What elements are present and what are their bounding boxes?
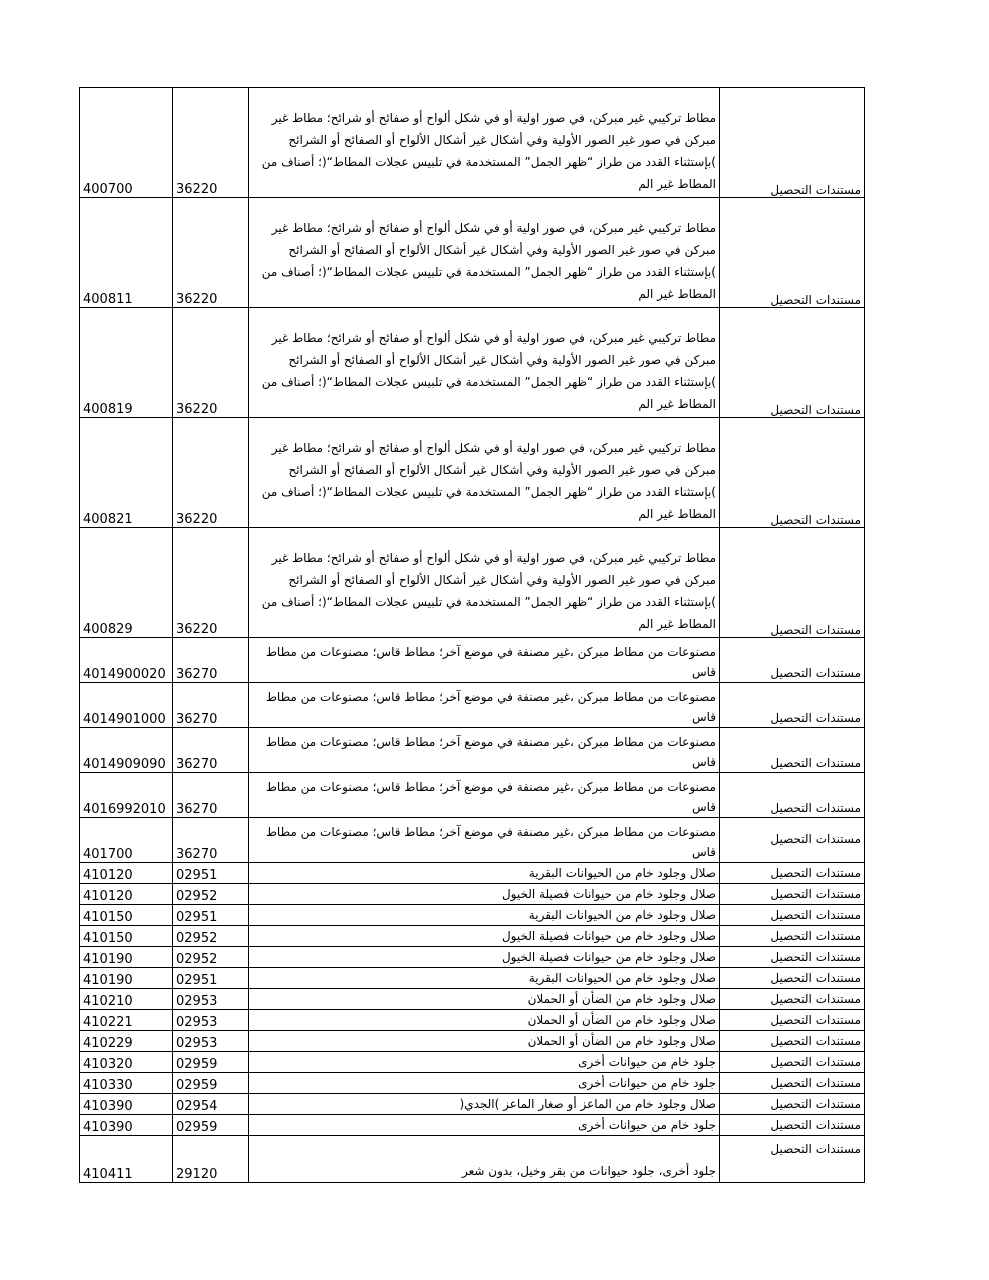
description-cell: صلال وجلود خام من الماعز أو صغار الماعز )الجدي( — [249, 1094, 720, 1115]
table-row — [80, 1073, 865, 1094]
hs-code-cell: 410150 — [80, 905, 173, 926]
description-cell: مطاط تركيبي غير مبركن، في صور اولية أو في شكل ألواح أو صفائح أو شرائح؛ مطاط غير مبركن في صور غير الصور الأولية وفي أشكال غير أشكال الألواح أو الصفائح أو الشرائح )بإستثناء القدد من طراز “ظهر الجمل” المستخدمة في تلبيس عجلات المطاط“(؛ أصناف من المطاط غير الم — [249, 418, 720, 528]
cpc-code-cell: 02951 — [173, 905, 249, 926]
category-cell: مستندات التحصيل — [720, 884, 865, 905]
category-cell: مستندات التحصيل — [720, 863, 865, 884]
category-cell: مستندات التحصيل — [720, 638, 865, 683]
description-cell: صلال وجلود خام من الضأن أو الحملان — [249, 1010, 720, 1031]
description-cell: مطاط تركيبي غير مبركن، في صور اولية أو في شكل ألواح أو صفائح أو شرائح؛ مطاط غير مبركن في صور غير الصور الأولية وفي أشكال غير أشكال الألواح أو الصفائح أو الشرائح )بإستثناء القدد من طراز “ظهر الجمل” المستخدمة في تلبيس عجلات المطاط“(؛ أصناف من المطاط غير الم — [249, 528, 720, 638]
category-cell: مستندات التحصيل — [720, 926, 865, 947]
category-cell: مستندات التحصيل — [720, 1073, 865, 1094]
table-row — [80, 728, 865, 773]
hs-code-cell: 400811 — [80, 198, 173, 308]
hs-code-cell: 4014901000 — [80, 683, 173, 728]
category-cell: مستندات التحصيل — [720, 1010, 865, 1031]
description-cell: جلود أخرى، جلود حيوانات من بقر وخيل، بدون شعر — [249, 1136, 720, 1183]
description-cell: جلود خام من حيوانات أخرى — [249, 1115, 720, 1136]
cpc-code-cell: 02959 — [173, 1115, 249, 1136]
hs-code-cell: 410210 — [80, 989, 173, 1010]
hs-code-cell: 410190 — [80, 947, 173, 968]
hs-code-cell: 4014909090 — [80, 728, 173, 773]
cpc-code-cell: 02959 — [173, 1073, 249, 1094]
cpc-code-cell: 36270 — [173, 683, 249, 728]
table-row — [80, 308, 865, 418]
table-row — [80, 1010, 865, 1031]
tariff-table — [79, 87, 865, 1183]
cpc-code-cell: 36270 — [173, 638, 249, 683]
description-cell: صلال وجلود خام من الحيوانات البقرية — [249, 863, 720, 884]
cpc-code-cell: 36220 — [173, 88, 249, 198]
table-row — [80, 863, 865, 884]
category-cell: مستندات التحصيل — [720, 418, 865, 528]
cpc-code-cell: 02953 — [173, 1031, 249, 1052]
table-row — [80, 905, 865, 926]
table-row — [80, 818, 865, 863]
description-cell: مصنوعات من مطاط مبركن ،غير مصنفة في موضع آخر؛ مطاط قاس؛ مصنوعات من مطاط قاس — [249, 728, 720, 773]
category-cell: مستندات التحصيل — [720, 1031, 865, 1052]
category-cell: مستندات التحصيل — [720, 308, 865, 418]
cpc-code-cell: 36270 — [173, 773, 249, 818]
hs-code-cell: 410190 — [80, 968, 173, 989]
cpc-code-cell: 02952 — [173, 884, 249, 905]
table-row — [80, 638, 865, 683]
description-cell: مصنوعات من مطاط مبركن ،غير مصنفة في موضع آخر؛ مطاط قاس؛ مصنوعات من مطاط قاس — [249, 638, 720, 683]
cpc-code-cell: 02952 — [173, 926, 249, 947]
table-row — [80, 683, 865, 728]
hs-code-cell: 400819 — [80, 308, 173, 418]
table-row — [80, 947, 865, 968]
hs-code-cell: 401700 — [80, 818, 173, 863]
description-cell: صلال وجلود خام من حيوانات فصيلة الخيول — [249, 947, 720, 968]
hs-code-cell: 410120 — [80, 884, 173, 905]
table-row — [80, 1136, 865, 1183]
description-cell: مصنوعات من مطاط مبركن ،غير مصنفة في موضع آخر؛ مطاط قاس؛ مصنوعات من مطاط قاس — [249, 683, 720, 728]
hs-code-cell: 410229 — [80, 1031, 173, 1052]
description-cell: جلود خام من حيوانات أخرى — [249, 1073, 720, 1094]
description-cell: مطاط تركيبي غير مبركن، في صور اولية أو في شكل ألواح أو صفائح أو شرائح؛ مطاط غير مبركن في صور غير الصور الأولية وفي أشكال غير أشكال الألواح أو الصفائح أو الشرائح )بإستثناء القدد من طراز “ظهر الجمل” المستخدمة في تلبيس عجلات المطاط“(؛ أصناف من المطاط غير الم — [249, 88, 720, 198]
description-cell: صلال وجلود خام من حيوانات فصيلة الخيول — [249, 884, 720, 905]
description-cell: صلال وجلود خام من الحيوانات البقرية — [249, 905, 720, 926]
category-cell: مستندات التحصيل — [720, 773, 865, 818]
category-cell: مستندات التحصيل — [720, 528, 865, 638]
cpc-code-cell: 02951 — [173, 968, 249, 989]
hs-code-cell: 410330 — [80, 1073, 173, 1094]
category-cell: مستندات التحصيل — [720, 1094, 865, 1115]
hs-code-cell: 4016992010 — [80, 773, 173, 818]
cpc-code-cell: 02951 — [173, 863, 249, 884]
category-cell: مستندات التحصيل — [720, 818, 865, 863]
hs-code-cell: 410390 — [80, 1115, 173, 1136]
description-cell: صلال وجلود خام من الحيوانات البقرية — [249, 968, 720, 989]
table-row — [80, 418, 865, 528]
hs-code-cell: 410411 — [80, 1136, 173, 1183]
cpc-code-cell: 02952 — [173, 947, 249, 968]
cpc-code-cell: 36270 — [173, 818, 249, 863]
hs-code-cell: 4014900020 — [80, 638, 173, 683]
table-row — [80, 1094, 865, 1115]
category-cell: مستندات التحصيل — [720, 968, 865, 989]
description-cell: مطاط تركيبي غير مبركن، في صور اولية أو في شكل ألواح أو صفائح أو شرائح؛ مطاط غير مبركن في صور غير الصور الأولية وفي أشكال غير أشكال الألواح أو الصفائح أو الشرائح )بإستثناء القدد من طراز “ظهر الجمل” المستخدمة في تلبيس عجلات المطاط“(؛ أصناف من المطاط غير الم — [249, 198, 720, 308]
category-cell: مستندات التحصيل — [720, 728, 865, 773]
category-cell: مستندات التحصيل — [720, 1052, 865, 1073]
category-cell: مستندات التحصيل — [720, 1136, 865, 1183]
table-row — [80, 968, 865, 989]
cpc-code-cell: 36270 — [173, 728, 249, 773]
table-row — [80, 773, 865, 818]
table-row — [80, 989, 865, 1010]
description-cell: صلال وجلود خام من الضأن أو الحملان — [249, 989, 720, 1010]
description-cell: صلال وجلود خام من حيوانات فصيلة الخيول — [249, 926, 720, 947]
hs-code-cell: 400821 — [80, 418, 173, 528]
hs-code-cell: 400829 — [80, 528, 173, 638]
cpc-code-cell: 36220 — [173, 418, 249, 528]
cpc-code-cell: 02953 — [173, 1010, 249, 1031]
description-cell: جلود خام من حيوانات أخرى — [249, 1052, 720, 1073]
hs-code-cell: 400700 — [80, 88, 173, 198]
cpc-code-cell: 36220 — [173, 198, 249, 308]
hs-code-cell: 410150 — [80, 926, 173, 947]
category-cell: مستندات التحصيل — [720, 683, 865, 728]
table-row — [80, 1031, 865, 1052]
table-row — [80, 528, 865, 638]
description-cell: صلال وجلود خام من الضأن أو الحملان — [249, 1031, 720, 1052]
cpc-code-cell: 36220 — [173, 528, 249, 638]
table-row — [80, 884, 865, 905]
cpc-code-cell: 36220 — [173, 308, 249, 418]
hs-code-cell: 410320 — [80, 1052, 173, 1073]
description-cell: مصنوعات من مطاط مبركن ،غير مصنفة في موضع آخر؛ مطاط قاس؛ مصنوعات من مطاط قاس — [249, 773, 720, 818]
category-cell: مستندات التحصيل — [720, 989, 865, 1010]
category-cell: مستندات التحصيل — [720, 198, 865, 308]
category-cell: مستندات التحصيل — [720, 1115, 865, 1136]
table-row — [80, 1115, 865, 1136]
category-cell: مستندات التحصيل — [720, 88, 865, 198]
cpc-code-cell: 02959 — [173, 1052, 249, 1073]
hs-code-cell: 410120 — [80, 863, 173, 884]
category-cell: مستندات التحصيل — [720, 947, 865, 968]
cpc-code-cell: 29120 — [173, 1136, 249, 1183]
table-row — [80, 1052, 865, 1073]
hs-code-cell: 410390 — [80, 1094, 173, 1115]
table-row — [80, 198, 865, 308]
table-row — [80, 926, 865, 947]
cpc-code-cell: 02953 — [173, 989, 249, 1010]
table-row — [80, 88, 865, 198]
cpc-code-cell: 02954 — [173, 1094, 249, 1115]
hs-code-cell: 410221 — [80, 1010, 173, 1031]
description-cell: مطاط تركيبي غير مبركن، في صور اولية أو في شكل ألواح أو صفائح أو شرائح؛ مطاط غير مبركن في صور غير الصور الأولية وفي أشكال غير أشكال الألواح أو الصفائح أو الشرائح )بإستثناء القدد من طراز “ظهر الجمل” المستخدمة في تلبيس عجلات المطاط“(؛ أصناف من المطاط غير الم — [249, 308, 720, 418]
description-cell: مصنوعات من مطاط مبركن ،غير مصنفة في موضع آخر؛ مطاط قاس؛ مصنوعات من مطاط قاس — [249, 818, 720, 863]
category-cell: مستندات التحصيل — [720, 905, 865, 926]
